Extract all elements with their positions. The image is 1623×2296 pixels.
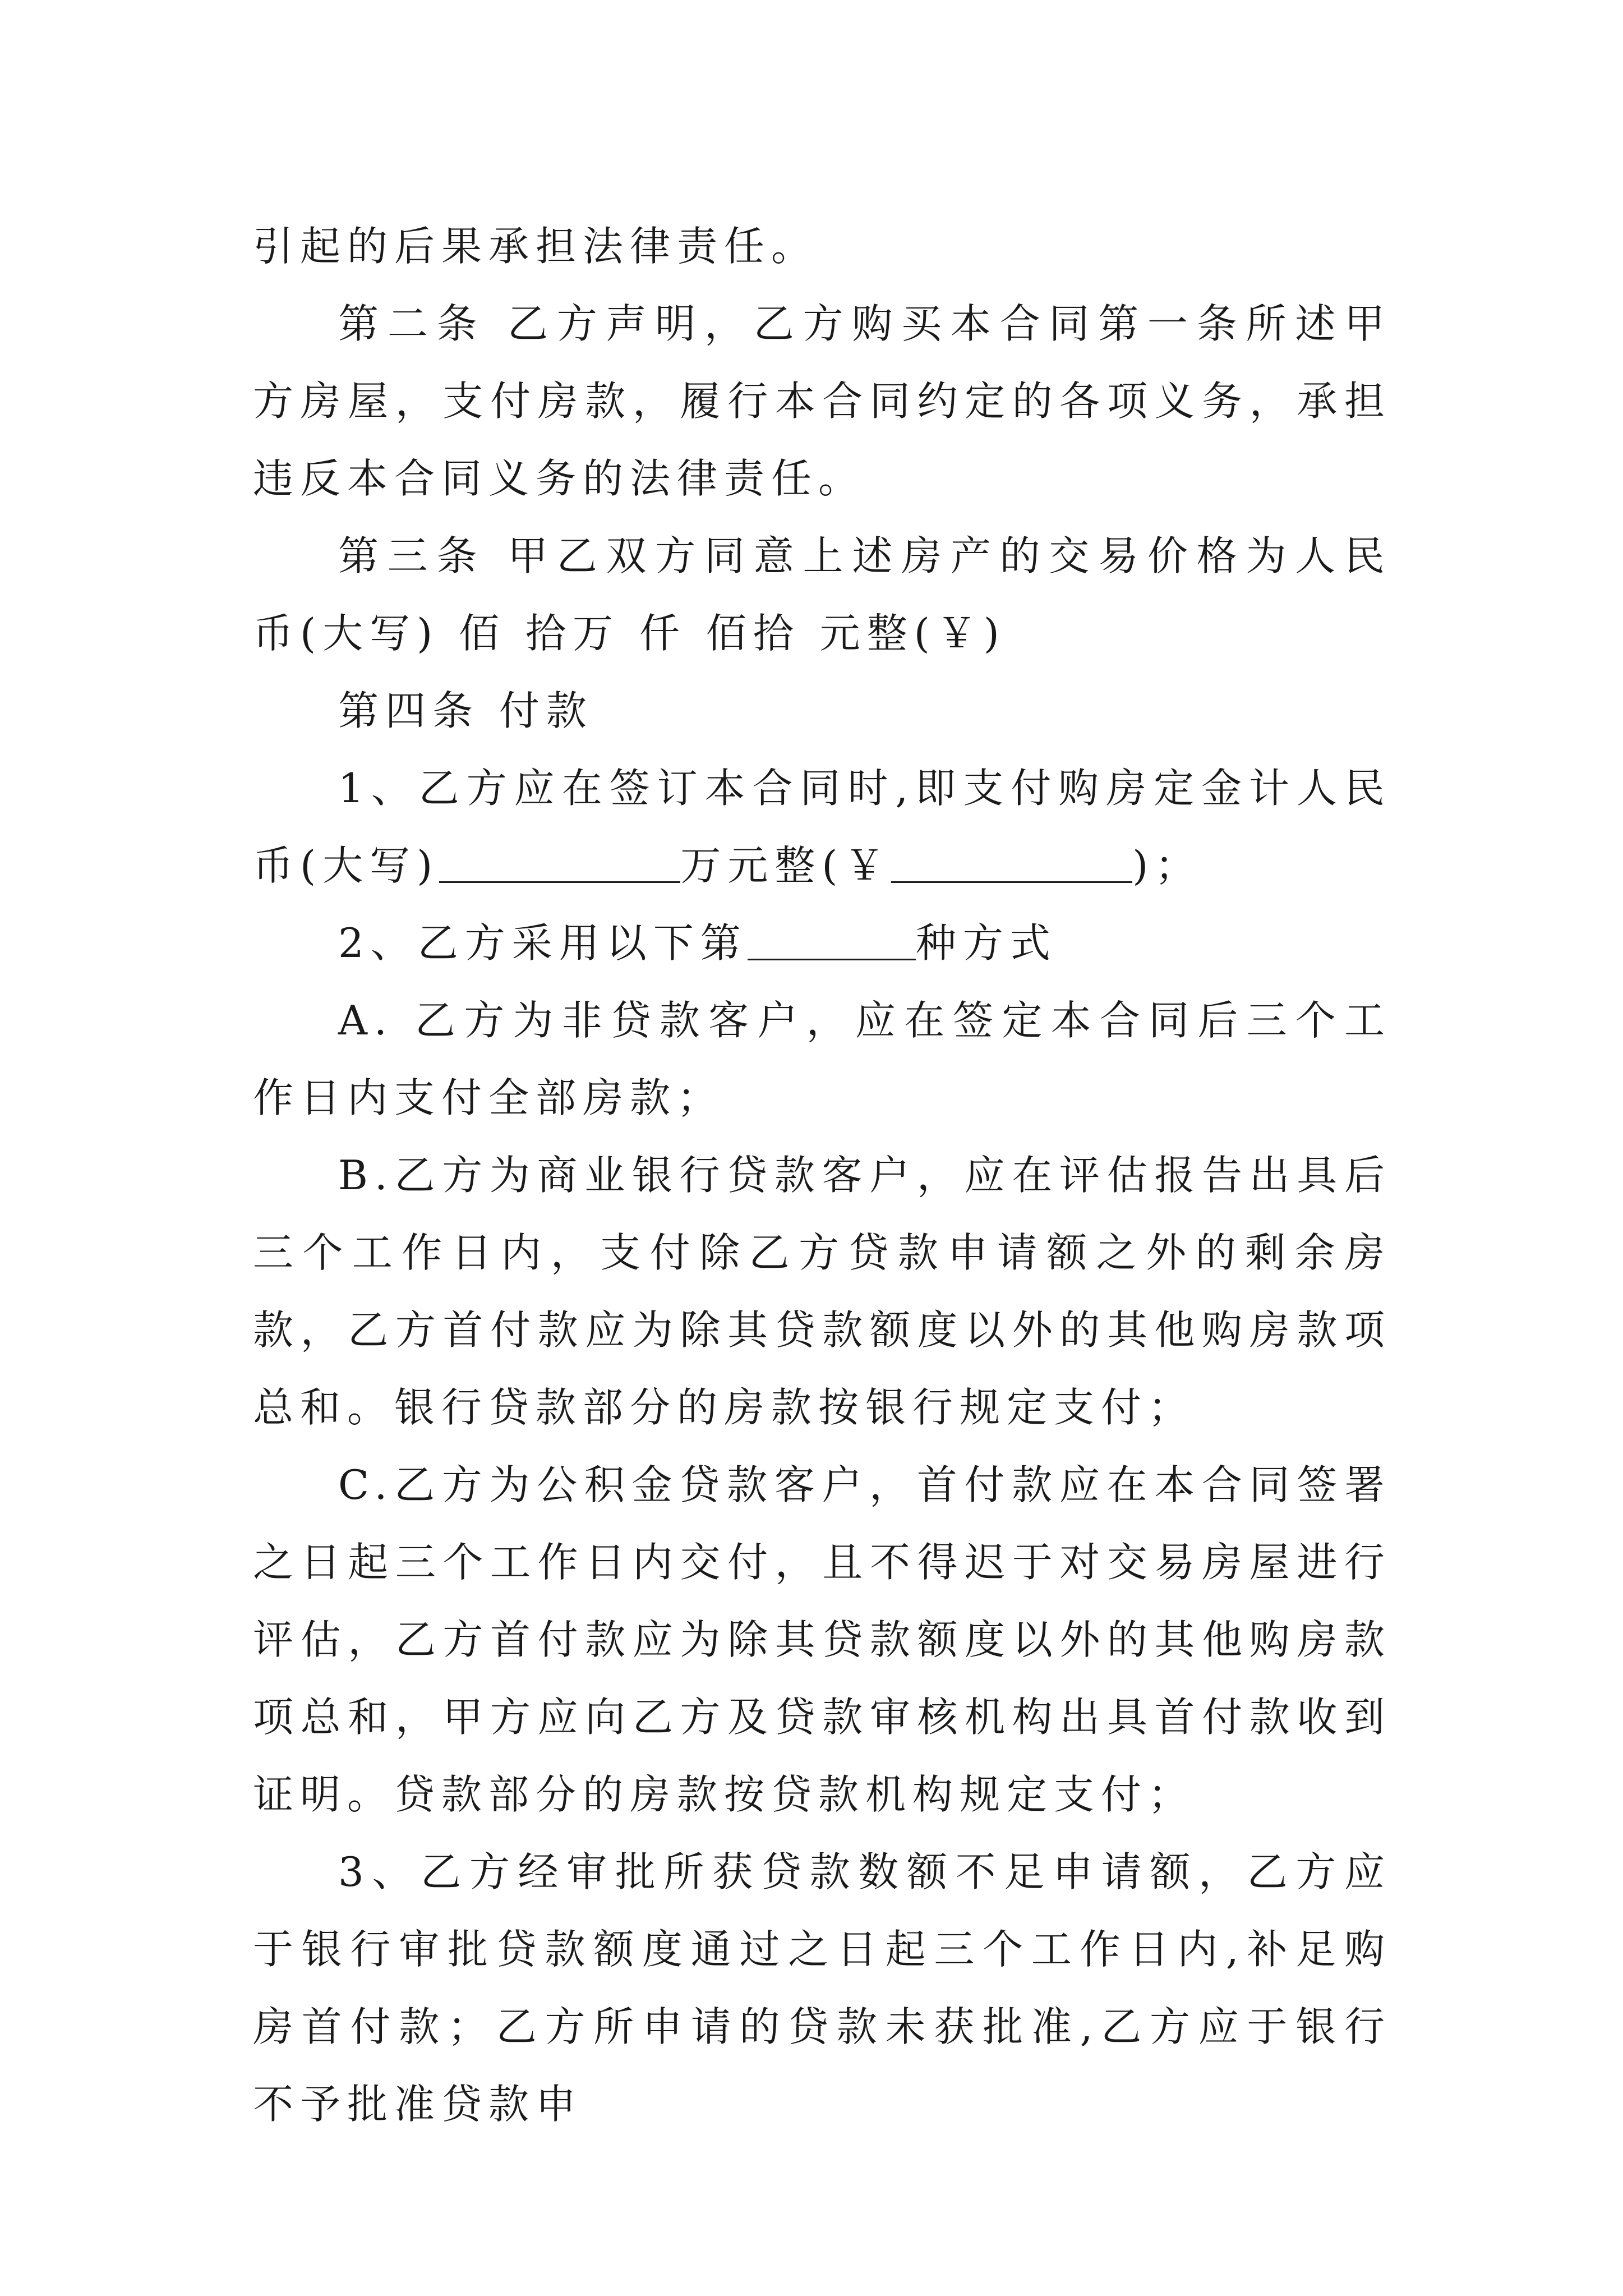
payment-method-text-end: 种方式 <box>915 919 1057 967</box>
payment-method-blank <box>748 918 916 960</box>
document-body <box>253 208 1391 2143</box>
deposit-text-end: )； <box>1132 842 1202 889</box>
paragraph-deposit <box>253 749 1391 904</box>
deposit-text-mid: 万元整(￥ <box>680 842 892 889</box>
paragraph-article-4-title: 第四条 付款 <box>338 687 593 734</box>
deposit-amount-blank <box>439 841 680 883</box>
paragraph-loan-shortfall: 3、乙方经审批所获贷款数额不足申请额，乙方应于银行审批贷款额度通过之日起三个工作日内,补足购房首付款；乙方所申请的贷款未获批准,乙方应于银行不予批准贷款申 <box>253 1848 1391 2128</box>
paragraph-payment-method <box>253 904 1391 982</box>
deposit-figure-blank <box>891 841 1132 883</box>
deposit-text-start: 1、乙方应在签订本合同时,即支付购房定金计人民币(大写) <box>253 765 1391 889</box>
payment-method-text-start: 2、乙方采用以下第 <box>338 919 748 967</box>
paragraph-option-c: C.乙方为公积金贷款客户，首付款应在本合同签署之日起三个工作日内交付，且不得迟于对交易房屋进行评估，乙方首付款应为除其贷款额度以外的其他购房款项总和，甲方应向乙方及贷款审核机构出具首付款收到证明。贷款部分的房款按贷款机构规定支付； <box>253 1461 1391 1818</box>
paragraph-option-a: A. 乙方为非贷款客户，应在签定本合同后三个工作日内支付全部房款； <box>253 997 1391 1121</box>
paragraph-option-b: B.乙方为商业银行贷款客户，应在评估报告出具后三个工作日内，支付除乙方贷款申请额之外的剩余房款，乙方首付款应为除其贷款额度以外的其他购房款项总和。银行贷款部分的房款按银行规定支付； <box>253 1152 1391 1431</box>
paragraph-article-2: 第二条 乙方声明，乙方购买本合同第一条所述甲方房屋，支付房款，履行本合同约定的各项义务，承担违反本合同义务的法律责任。 <box>253 300 1391 502</box>
paragraph-article-3: 第三条 甲乙双方同意上述房产的交易价格为人民币(大写) 佰 拾万 仟 佰拾 元整(￥) <box>253 532 1391 657</box>
paragraph-liability-end: 引起的后果承担法律责任。 <box>253 223 819 270</box>
